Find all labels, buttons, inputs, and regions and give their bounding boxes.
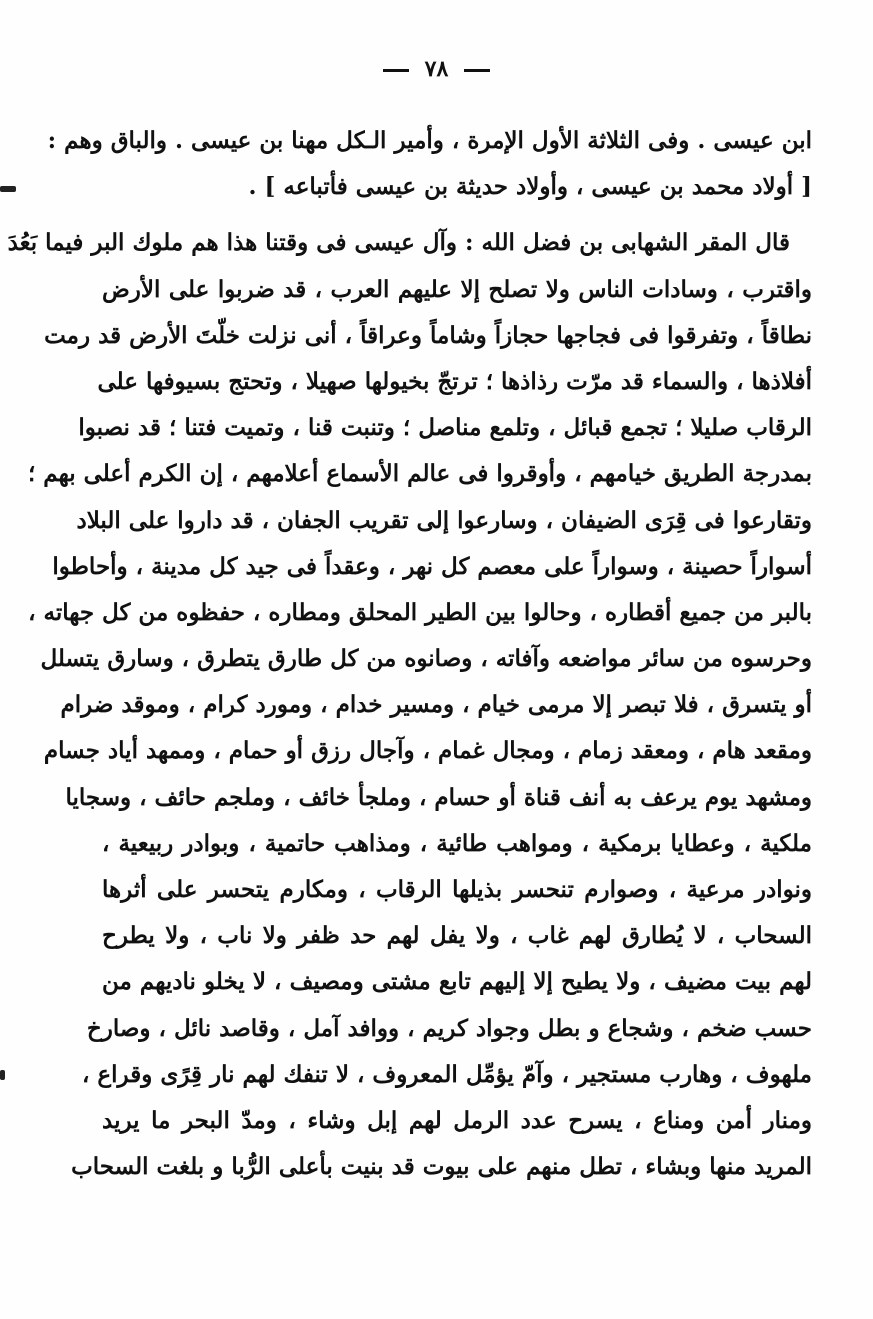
text-line: الرقاب صليلا ؛ تجمع قبائل ، وتلمع مناصل ؛ وتنبت قنا ، وتميت فتنا ؛ قد نصبوا (78, 414, 812, 442)
page-number: ٧٨ (424, 56, 449, 82)
text-line: [ أولاد محمد بن عيسى ، وأولاد حديثة بن عيسى فأتباعه ] . (248, 173, 812, 201)
text-line: السحاب ، لا يُطارق لهم غاب ، ولا يفل لهم حد ظفر ولا ناب ، ولا يطرح (102, 922, 812, 950)
text-line: أو يتسرق ، فلا تبصر إلا مرمى خيام ، ومسير خدام ، ومورد كرام ، وموقد ضرام (60, 691, 812, 719)
text-line: ابن عيسى . وفى الثلاثة الأول الإمرة ، وأمير الـكل مهنا بن عيسى . والباق وهم : (47, 127, 812, 154)
text-line: ملهوف ، وهارب مستجير ، وآمّ يؤمِّل المعروف ، لا تنفك لهم نار قِرًى وقراع ، (81, 1060, 812, 1088)
text-line: ملكية ، وعطايا برمكية ، ومواهب طائية ، ومذاهب حاتمية ، وبوادر ربيعية ، (102, 829, 812, 857)
text-line: أسواراً حصينة ، وسواراً على معصم كل نهر ، وعقداً فى جيد كل مدينة ، وأحاطوا (52, 552, 812, 580)
scan-edge-dot (0, 1070, 5, 1080)
text-line: بمدرجة الطريق خيامهم ، وأوقروا فى عالم الأسماع أعلامهم ، إن الكرم أعلى بهم ؛ (27, 460, 812, 488)
paragraph-gap (102, 210, 812, 220)
text-line: واقترب ، وسادات الناس ولا تصلح إلا عليهم العرب ، قد ضربوا على الأرض (102, 275, 812, 303)
text-line: ومشهد يوم يرعف به أنف قناة أو حسام ، وملجأ خائف ، وملجم حائف ، وسجايا (65, 783, 812, 811)
text-line: ونوادر مرعية ، وصوارم تنحسر بذيلها الرقاب ، ومكارم يتحسر على أثرها (102, 876, 812, 903)
text-line: ومنار أمن ومناع ، يسرح عدد الرمل لهم إبل وشاء ، ومدّ البحر ما يريد (102, 1106, 812, 1134)
scan-edge-mark (0, 186, 16, 192)
text-line: ومقعد هام ، ومعقد زمام ، ومجال غمام ، وآجال رزق أو حمام ، وممهد أياد جسام (43, 737, 812, 765)
text-line: بالبر من جميع أقطاره ، وحالوا بين الطير المحلق ومطاره ، حفظوه من كل جهاته ، (28, 598, 812, 626)
text-line: المريد منها وبشاء ، تطل منهم على بيوت قد بنيت بأعلى الرُّبا و بلغت السحاب (71, 1153, 812, 1181)
body-text (7, 118, 812, 1190)
text-line: نطاقاً ، وتفرقوا فى فجاجها حجازاً وشاماً وعراقاً ، أنى نزلت خلّتَ الأرض قد رمت (44, 321, 812, 349)
header-dash-left (383, 69, 409, 72)
text-line: قال المقر الشهابى بن فضل الله : وآل عيسى فى وقتنا هذا هم ملوك البر فيما بَعُدَ (7, 229, 790, 257)
text-line: حسب ضخم ، وشجاع و بطل وجواد كريم ، ووافد آمل ، وقاصد نائل ، وصارخ (86, 1014, 812, 1042)
text-line: أفلاذها ، والسماء قد مرّت رذاذها ؛ ترتجّ بخيولها صهيلا ، وتحتج بسيوفها على (97, 367, 812, 395)
header-dash-right (464, 69, 490, 72)
text-line: وحرسوه من سائر مواضعه وآفاته ، وصانوه من كل طارق يتطرق ، وسارق يتسلل (40, 645, 812, 673)
text-line: وتقارعوا فى قِرَى الضيفان ، وسارعوا إلى تقريب الجفان ، قد داروا على البلاد (76, 506, 812, 534)
page-header (0, 56, 873, 82)
text-line: لهم بيت مضيف ، ولا يطيح إلا إليهم تابع مشتى ومصيف ، لا يخلو ناديهم من (102, 968, 812, 996)
